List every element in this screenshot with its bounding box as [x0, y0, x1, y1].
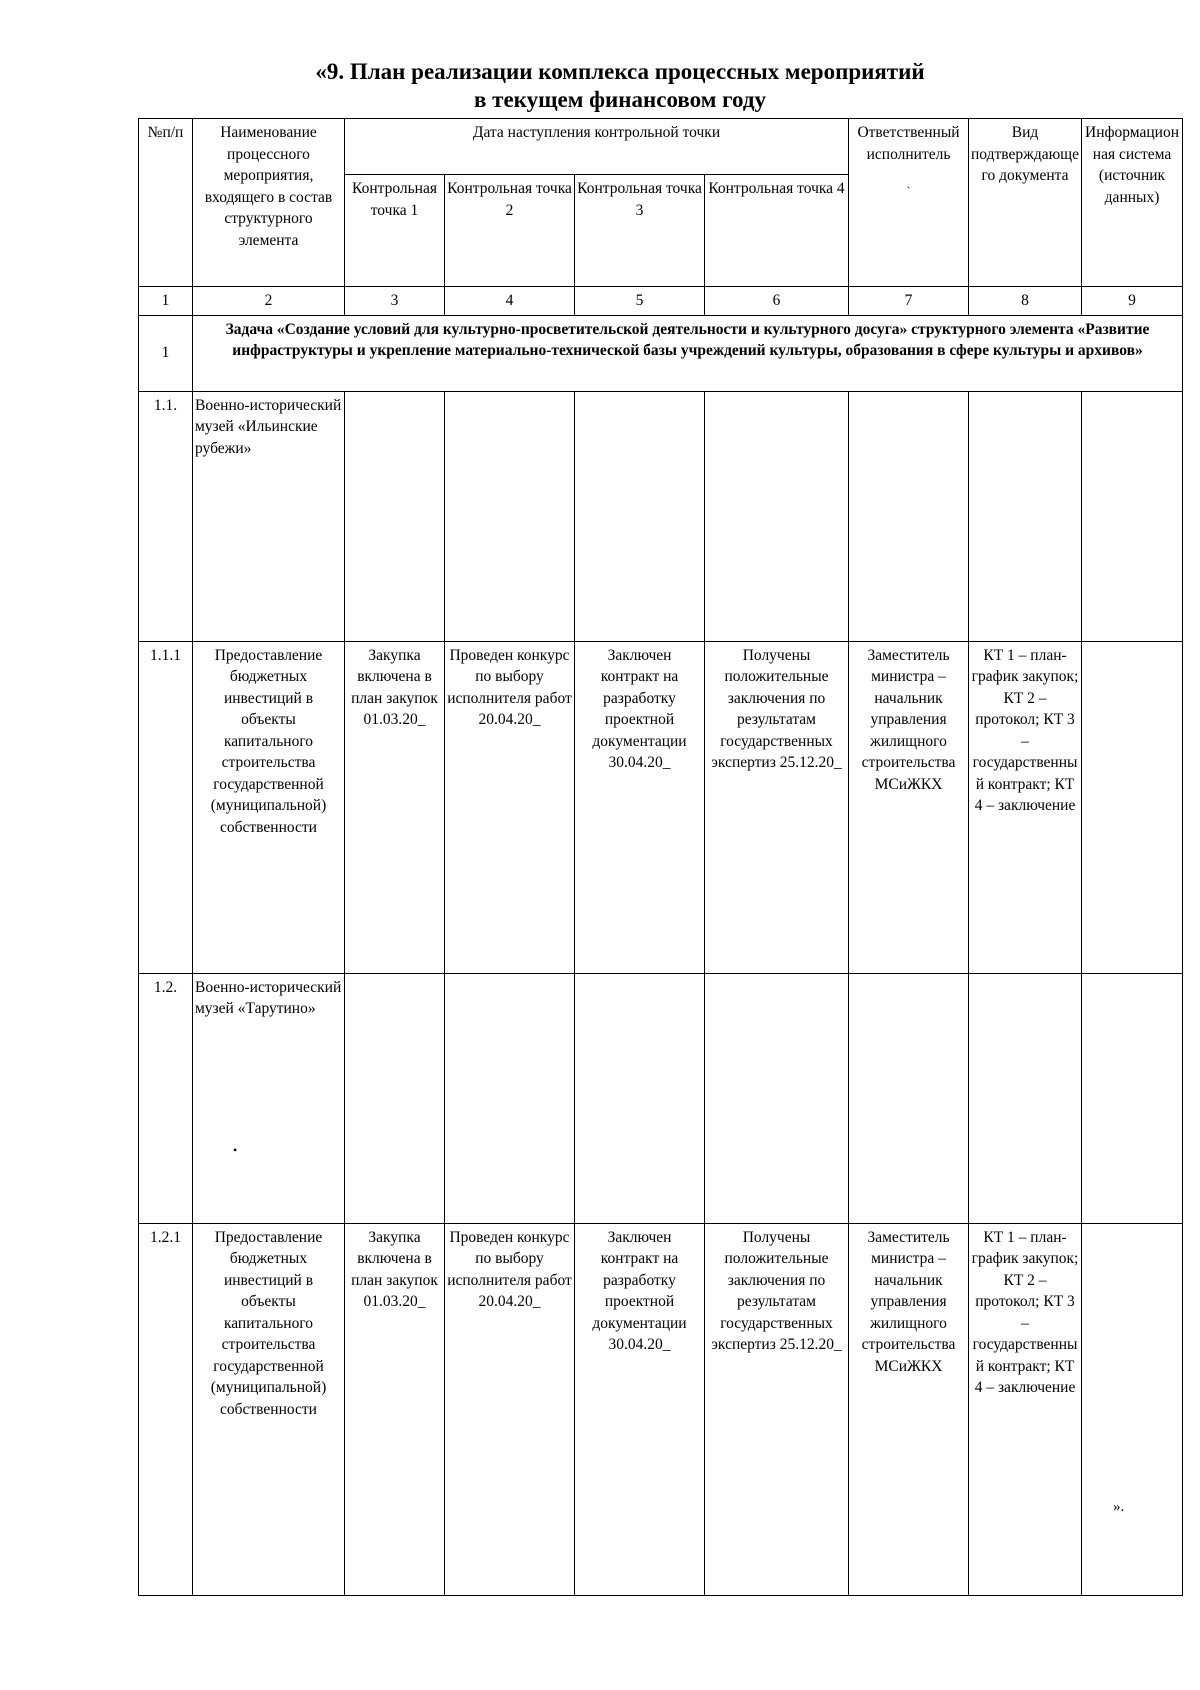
row-name: Предоставление бюджетных инвестиций в объекты капитального строительства государственной (муниципальной) собственности	[193, 641, 345, 973]
row-kt2: Проведен конкурс по выбору исполнителя работ 20.04.20_	[445, 641, 575, 973]
col-number: 5	[575, 287, 705, 316]
plan-table	[138, 118, 1183, 1596]
row-kt4: Получены положительные заключения по результатам государственных экспертиз 25.12.20_	[705, 1223, 849, 1595]
header-responsible-label: Ответственный исполнитель	[857, 124, 960, 163]
column-number-row	[139, 287, 1183, 316]
row-num: 1.1.1	[139, 641, 193, 973]
row-kt3: Заключен контракт на разработку проектной документации 30.04.20_	[575, 1223, 705, 1595]
row-info	[1082, 973, 1183, 1223]
row-kt4	[705, 973, 849, 1223]
col-number: 4	[445, 287, 575, 316]
row-kt3: Заключен контракт на разработку проектной документации 30.04.20_	[575, 641, 705, 973]
col-number: 6	[705, 287, 849, 316]
row-responsible: Заместитель министра – начальник управления жилищного строительства МСиЖКХ	[849, 641, 969, 973]
header-document: Вид подтверждающего документа	[969, 119, 1082, 287]
document-title	[140, 58, 1100, 114]
row-kt4: Получены положительные заключения по результатам государственных экспертиз 25.12.20_	[705, 641, 849, 973]
row-info	[1082, 1223, 1183, 1595]
row-name	[193, 973, 345, 1223]
row-kt3	[575, 973, 705, 1223]
stray-dot: •	[233, 1142, 238, 1157]
row-num: 1.2.1	[139, 1223, 193, 1595]
header-kt1: Контрольная точка 1	[345, 175, 445, 287]
row-name: Предоставление бюджетных инвестиций в объекты капитального строительства государственной (муниципальной) собственности	[193, 1223, 345, 1595]
row-kt2	[445, 391, 575, 641]
row-info	[1082, 391, 1183, 641]
stray-mark: `	[906, 184, 911, 198]
header-kt3: Контрольная точка 3	[575, 175, 705, 287]
closing-quote-mark: ».	[1113, 1499, 1125, 1515]
task-text: Задача «Создание условий для культурно-просветительской деятельности и культурного досуга» структурного элемента «Развитие инфраструктуры и укрепление материально-технической базы учреждений культуры, образования в сфере культуры и архивов»	[193, 315, 1183, 391]
table-row	[139, 391, 1183, 641]
row-info	[1082, 641, 1183, 973]
row-responsible: Заместитель министра – начальник управления жилищного строительства МСиЖКХ	[849, 1223, 969, 1595]
title-line-1: «9. План реализации комплекса процессных мероприятий	[315, 59, 925, 84]
task-num: 1	[139, 315, 193, 391]
table-row	[139, 641, 1183, 973]
col-number: 3	[345, 287, 445, 316]
row-document	[969, 391, 1082, 641]
col-number: 7	[849, 287, 969, 316]
row-responsible	[849, 973, 969, 1223]
header-kt2: Контрольная точка 2	[445, 175, 575, 287]
table-row	[139, 1223, 1183, 1595]
row-kt3	[575, 391, 705, 641]
table-row	[139, 973, 1183, 1223]
header-info-system: Информационная система (источник данных)	[1082, 119, 1183, 287]
row-kt1: Закупка включена в план закупок 01.03.20_	[345, 641, 445, 973]
row-name: Военно-исторический музей «Ильинские рубежи»	[193, 391, 345, 641]
row-document: КТ 1 – план-график закупок; КТ 2 – протокол; КТ 3 – государственный контракт; КТ 4 – заключение	[969, 1223, 1082, 1595]
header-kt4: Контрольная точка 4	[705, 175, 849, 287]
header-responsible	[849, 119, 969, 287]
row-name-label: Военно-исторический музей «Тарутино»	[195, 978, 342, 1017]
row-kt1: Закупка включена в план закупок 01.03.20_	[345, 1223, 445, 1595]
row-document: КТ 1 – план-график закупок; КТ 2 – протокол; КТ 3 – государственный контракт; КТ 4 – заключение	[969, 641, 1082, 973]
row-document	[969, 973, 1082, 1223]
header-num: №п/п	[139, 119, 193, 287]
col-number: 8	[969, 287, 1082, 316]
row-kt1	[345, 391, 445, 641]
title-line-2: в текущем финансовом году	[473, 87, 767, 112]
col-number: 2	[193, 287, 345, 316]
row-kt4	[705, 391, 849, 641]
task-row	[139, 315, 1183, 391]
row-num: 1.2.	[139, 973, 193, 1223]
header-name: Наименование процессного мероприятия, входящего в состав структурного элемента	[193, 119, 345, 287]
col-number: 9	[1082, 287, 1183, 316]
row-responsible	[849, 391, 969, 641]
row-num: 1.1.	[139, 391, 193, 641]
row-kt1	[345, 973, 445, 1223]
header-row-1	[139, 119, 1183, 175]
header-date-group: Дата наступления контрольной точки	[345, 119, 849, 175]
row-kt2: Проведен конкурс по выбору исполнителя работ 20.04.20_	[445, 1223, 575, 1595]
row-kt2	[445, 973, 575, 1223]
col-number: 1	[139, 287, 193, 316]
